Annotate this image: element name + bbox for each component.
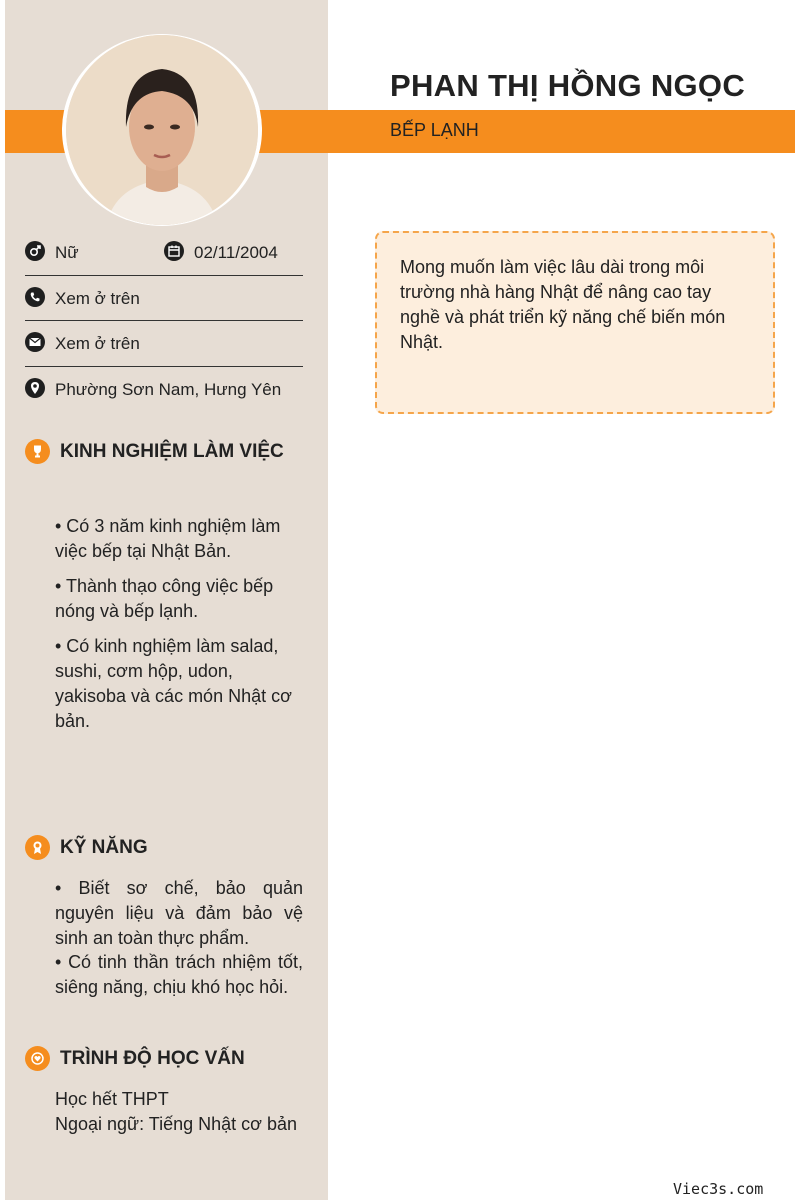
heart-icon — [25, 1046, 50, 1071]
experience-item: • Thành thạo công việc bếp nóng và bếp lạnh. — [55, 576, 274, 621]
avatar — [66, 35, 258, 225]
calendar-icon — [164, 241, 184, 261]
contact-phone — [25, 287, 303, 327]
job-title: BẾP LẠNH — [390, 120, 479, 140]
education-item: Ngoại ngữ: Tiếng Nhật cơ bản — [55, 1114, 297, 1134]
skills-heading — [25, 835, 315, 863]
gender-icon — [25, 241, 45, 261]
phone-value: Xem ở trên — [55, 289, 140, 308]
trophy-icon — [25, 439, 50, 464]
experience-title: KINH NGHIỆM LÀM VIỆC — [60, 441, 284, 462]
skills-title: KỸ NĂNG — [60, 837, 148, 858]
skill-item: • Biết sơ chế, bảo quản nguyên liệu và đảm bảo vệ sinh an toàn thực phẩm. — [55, 878, 303, 948]
mail-icon — [25, 332, 45, 352]
avatar-frame — [62, 34, 262, 226]
education-heading — [25, 1046, 315, 1074]
award-ribbon-icon — [25, 835, 50, 860]
location-pin-icon — [25, 378, 45, 398]
gender-value: Nữ — [55, 243, 79, 262]
education-title: TRÌNH ĐỘ HỌC VẤN — [60, 1048, 245, 1069]
divider — [25, 275, 303, 276]
candidate-name: PHAN THỊ HỒNG NGỌC — [390, 68, 746, 103]
experience-item: • Có kinh nghiệm làm salad, sushi, cơm hộp, udon, yakisoba và các món Nhật cơ bản. — [55, 636, 292, 731]
contact-address — [25, 378, 303, 418]
birthdate-value: 02/11/2004 — [194, 243, 278, 262]
email-value: Xem ở trên — [55, 334, 140, 353]
divider — [25, 320, 303, 321]
footer-watermark: Viec3s.com — [673, 1180, 764, 1198]
experience-item: • Có 3 năm kinh nghiệm làm việc bếp tại Nhật Bản. — [55, 516, 281, 561]
divider — [25, 366, 303, 367]
avatar-photo — [66, 35, 258, 225]
career-objective: Mong muốn làm việc lâu dài trong môi trường nhà hàng Nhật để nâng cao tay nghề và phát triển kỹ năng chế biến món Nhật. — [375, 231, 775, 414]
skill-item: • Có tinh thần trách nhiệm tốt, siêng năng, chịu khó học hỏi. — [55, 952, 303, 997]
address-value: Phường Sơn Nam, Hưng Yên — [55, 380, 282, 399]
education-item: Học hết THPT — [55, 1089, 169, 1109]
phone-icon — [25, 287, 45, 307]
experience-heading — [25, 439, 315, 467]
